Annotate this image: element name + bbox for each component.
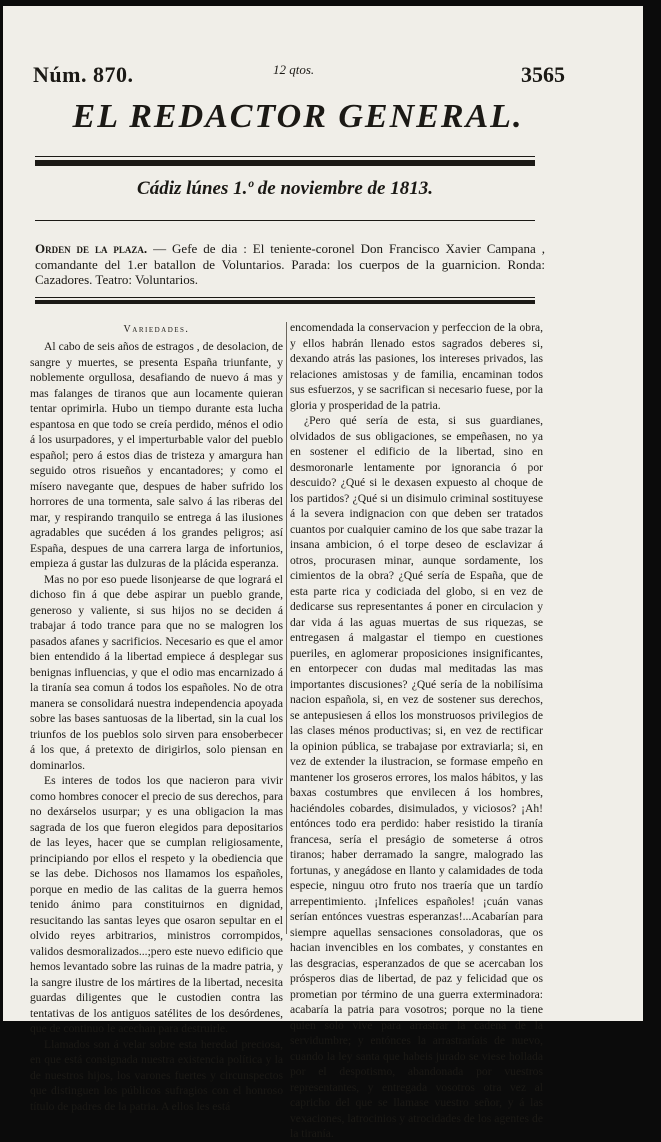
header-row bbox=[33, 62, 565, 92]
dateline: Cádiz lúnes 1.º de noviembre de 1813. bbox=[137, 178, 433, 199]
rule-dateline bbox=[35, 220, 535, 221]
paragraph: Mas no por eso puede lisonjearse de que logrará el dichoso fin á que debe aspirar un pueblo grande, generoso y valiente, si sus hijos no se deciden á trabajar á todo trance para que no se malogren los pasados afanes y sacrificios. Necesario es que el amor bien entendido á la libertad empiece á desplegar sus benignas influencias, y que el odio mas encarnizado á la tiranía sea comun á todos los españoles. No de otra manera se consolidará nuestra independencia apoyada sobre las bases santuosas de la libertad, sin la cual los triunfos de los pueblos solo sirven para ensoberbecer á los que, á pretexto de dirigirlos, solo piensan en dominarlos. bbox=[30, 572, 283, 772]
rule-orden-heavy bbox=[35, 300, 535, 304]
orden-label: Orden de la plaza. bbox=[35, 241, 148, 256]
masthead-title: EL REDACTOR GENERAL. bbox=[72, 98, 524, 135]
price-note: 12 qtos. bbox=[273, 62, 315, 77]
paragraph: Llamados son á velar sobre esta heredad preciosa, en que está consignada nuestra existencia política y la de nuestros hijos, los varones fuertes y circunspectos que distinguen los públicos sufragios con el honroso título de padres de la patria. A ellos les está bbox=[30, 1037, 283, 1113]
column-right bbox=[290, 320, 543, 1142]
section-title: Variedades. bbox=[123, 324, 190, 335]
rule-top-thin bbox=[35, 156, 535, 157]
rule-top-heavy bbox=[35, 160, 535, 166]
orden-text: — Gefe de dia : El teniente-coronel Don Francisco Xavier Campana , comandante del 1.er batallon de Voluntarios. Parada: los cuerpos de la guarnicion. Ronda: Cazadores. Teatro: Voluntarios. bbox=[35, 241, 546, 287]
paragraph: encomendada la conservacion y perfeccion de la obra, y ellos habrán llenado estos sagrados deberes si, dexando atrás las pasiones, los intereses privados, las relaciones amistosas y de familia, encaminan todos sus esfuerzos, y se sacrifican si necesario fuese, por la gloria y prosperidad de la patria. bbox=[290, 321, 543, 412]
issue-number: Núm. 870. bbox=[33, 62, 134, 87]
serial-number: 3565 bbox=[521, 62, 565, 87]
orden-de-la-plaza bbox=[35, 241, 545, 288]
newspaper-page bbox=[3, 6, 643, 1140]
column-left bbox=[30, 324, 283, 1114]
rule-orden-thin bbox=[35, 297, 535, 298]
column-divider bbox=[286, 322, 287, 934]
paragraph: Es interes de todos los que nacieron para vivir como hombres conocer el precio de sus derechos, para no dexárselos usurpar; y es una obligacion la mas sagrada de los que fueron elegidos para depositarios de las leyes, hacer que se cumplan religiosamente, principiando por ellos el respeto y la obediencia que se las debe. Dichosos nos llamamos los españoles, porque en medio de las calitas de la guerra hemos tenido ánimo para constituirnos en dignidad, resucitando las santas leyes que osaron sepultar en el olvido reyes arbitrarios, ministros corrompidos, validos desmoralizados...;pero este nuevo edificio que hemos levantado sobre las ruinas de la madre patria, y la sangre ilustre de los mártires de la libertad, necesita guardas diligentes que le custodien contra las tentativas de los antiguos satélites de los desórdenes, que de continuo le acechan para destruirle. bbox=[30, 774, 283, 1035]
paragraph: Al cabo de seis años de estragos , de desolacion, de sangre y muertes, se presenta España triunfante, y noblemente orgullosa, desafiando de nuevo á mas y mas falanges de tiranos que aun locamente quieran tentar oprimirla. Hubo un tiempo durante esta lucha espantosa en que todo se creía perdido, ménos el odio á los usurpadores, y el imperturbable valor del pueblo español; pero á estos dias de tristeza y amargura han seguido otros risueños y encantadores; y como el mísero navegante que, despues de haber sufrido los horrores de una tormenta, sale salvo á las riberas del mar, y respirando tranquilo se entrega á las ilusiones agradables que sucéden á los grandes peligros; así España, despues de una carrera larga de infortunios, empieza á gustar las dulzuras de la plácida esperanza. bbox=[30, 340, 283, 570]
paragraph: ¿Pero qué sería de esta, si sus guardianes, olvidados de sus obligaciones, se empeñasen, no ya en sostener el edificio de la libertad, sino en desmoronarle lentamente por ignorancia ó por descuido? ¿Qué si le dexasen expuesto al choque de los partidos? ¿Qué si un disimulo criminal sostituyese á la severa indignacion con que deben ser tratados cuantos por cualquier camino de los que sabe trazar la insana ambicion, ó el torpe deseo de esclavizar á otros, procurasen minar, aunque sordamente, los cimientos de la obra? ¿Qué sería de España, que de esta parte rica y codiciada del globo, si en vez de dedicarse sus representantes á poner en circulacion y dar vida á las aguas muertas de sus riquezas, se entregasen á malgastar el tiempo en cuestiones pueriles, en aglomerar proposiciones insignificantes, en entorpecer con dudas mal meditadas las mas importantes discusiones? ¿Qué sería de la nobilísima nacion española, si, en vez de sostener sus derechos, se antepusiesen á ellos los monstruosos privilegios de las clases ménos productivas; si, en vez de rectificar la opinion pública, se trabajase por extraviarla; si, en vez de extender la ilustracion, se formase empeño en mantener los groseros errores, los malos hábitos, y las baxas costumbres que envilecen á los hombres, haciéndoles cobardes, disimulados, y viciosos? ¡Ah! entónces todo era perdido: haber resistido la tiranía francesa, sería el preságio de someterse á otros tiranos; haber derramado la sangre, malogrado las fortunas, y anegádose en llanto y calamidades de toda especie, ninguu otro fruto nos traería que un tardío arrepentimiento. ¡Infelices españoles! ¡cuán vanas serían entónces vuestras esperanzas!...Acabarían para siempre aquellas sensaciones consoladoras, que os hacian invencibles en los combates, y constantes en las desgracias, esperanzados de que se acercaban los prósperos dias de libertad, de paz y felicidad que os prometian por término de una guerra exterminadora: acabaría la patria para vosotros; porque no la tiene quien solo vive para arrastrar la cadena de la servidumbre; y entónces la arrastraríais de nuevo, cuando la ley santa que habeis jurado se viese hollada por el despotismo, abandonada por vuestros representantes, y entregada vosotros otra vez al capricho del que se llamase vuestro señor, y á las vexaciones, latrocinios y atrocidades de los agentes de la tiranía. bbox=[290, 414, 543, 1140]
